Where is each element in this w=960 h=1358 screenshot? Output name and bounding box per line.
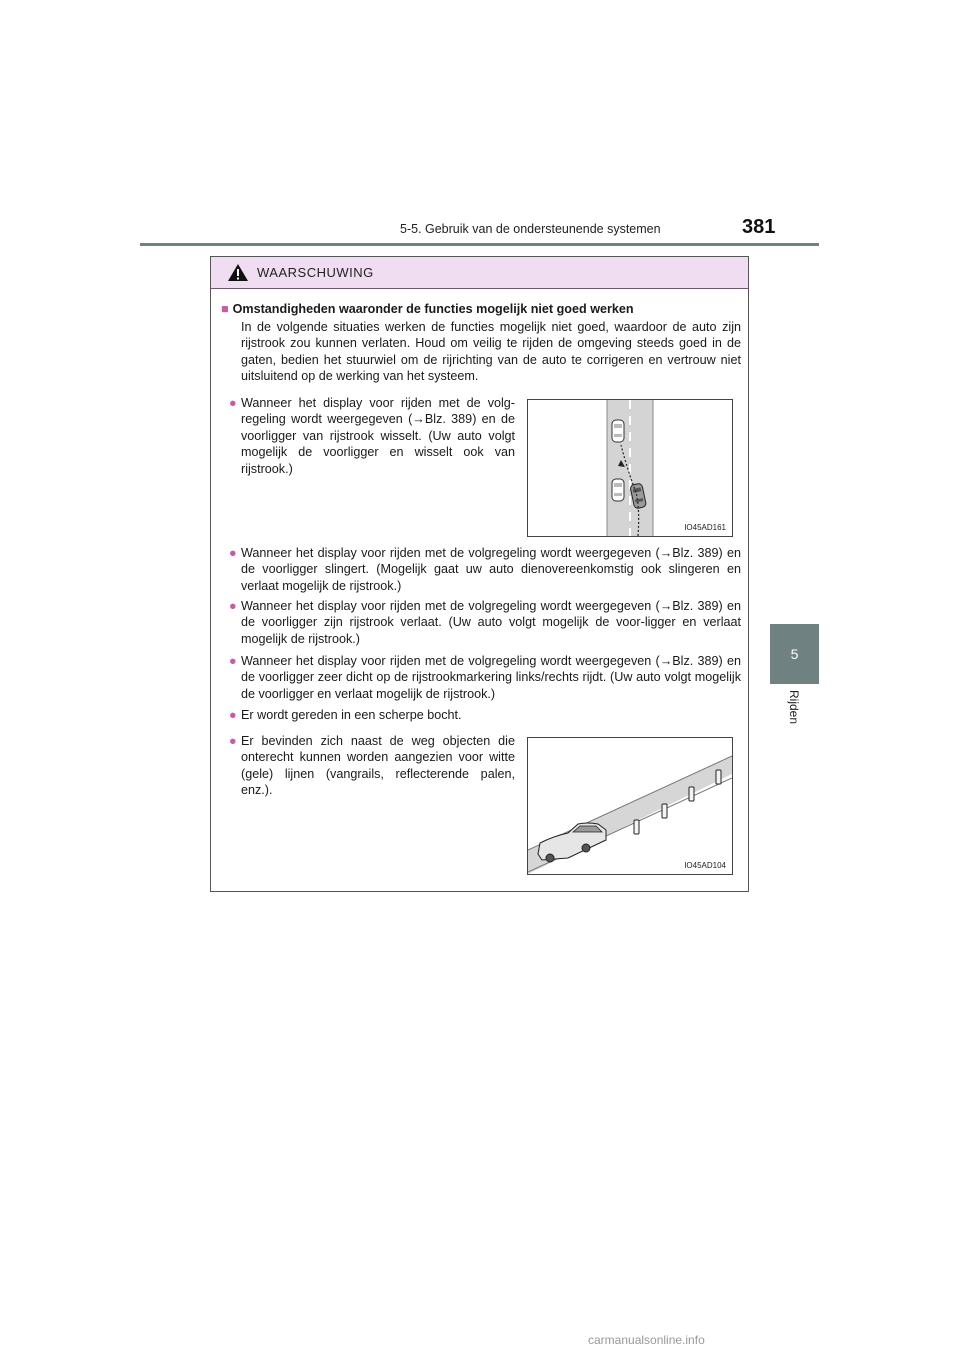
bullet-item	[229, 598, 741, 647]
car-top-icon	[612, 420, 624, 442]
bullet-text: Wanneer het display voor rijden met de volgregeling wordt weergegeven (→Blz. 389) en de voorligger zeer dicht op de rijstrookmarkering links/rechts rijdt. (Uw auto volgt mogelijk de voorligger en verlaat mogelijk de rijstrook.)	[241, 654, 741, 701]
bullet-item	[229, 733, 515, 799]
bullet-text: Er bevinden zich naast de weg objecten die onterecht kunnen worden aangezien voor witte (gele) lijnen (vangrails, reflecterende palen, enz.).	[241, 734, 515, 798]
warning-heading: WAARSCHUWING	[257, 265, 374, 280]
lane-change-illustration	[528, 400, 732, 536]
figure-code: IO45AD104	[684, 861, 726, 870]
bullet-item	[229, 395, 515, 477]
warning-title	[221, 301, 741, 317]
bullet-dot: ●	[229, 734, 237, 748]
bullet-text: Er wordt gereden in een scherpe bocht.	[241, 708, 462, 722]
bullet-dot: ●	[229, 546, 237, 560]
bullet-dot: ●	[229, 654, 237, 668]
figure-roadside-posts	[527, 737, 733, 875]
warning-title-text: Omstandigheden waaronder de functies mogelijk niet goed werken	[232, 302, 634, 316]
bullet-dot: ●	[229, 708, 237, 722]
page-number: 381	[742, 216, 776, 238]
bullet-item	[229, 653, 741, 702]
car-top-icon	[612, 479, 624, 501]
warning-box	[210, 256, 749, 892]
header-rule	[140, 243, 819, 246]
bullet-item	[229, 545, 741, 594]
chapter-label: Rijden	[787, 690, 801, 725]
bullet-dot: ●	[229, 599, 237, 613]
bullet-item	[229, 707, 741, 723]
warning-triangle-icon	[227, 263, 249, 282]
figure-code: IO45AD161	[684, 523, 726, 532]
chapter-tab[interactable]: 5	[770, 624, 819, 684]
bullet-text: Wanneer het display voor rijden met de volgregeling wordt weergegeven (→Blz. 389) en de voorligger slingert. (Mogelijk gaat uw auto dienovereenkomstig ook slingeren en verlaat mogelijk de rijstrook.)	[241, 546, 741, 593]
bullet-text: Wanneer het display voor rijden met de volgregeling wordt weergegeven (→Blz. 389) en de voorligger zijn rijstrook verlaat. (Uw auto volgt mogelijk de voor-ligger en verlaat mogelijk de rijstrook.)	[241, 599, 741, 646]
warning-header	[211, 257, 748, 289]
square-bullet: ■	[221, 302, 229, 316]
figure-lane-change	[527, 399, 733, 537]
warning-intro: In de volgende situaties werken de functies mogelijk niet goed, waardoor de auto zijn rijstrook zou kunnen verlaten. Houd om veilig te rijden de omgeving steeds goed in de gaten, bedien het stuurwiel om de rijrichting van de auto te corrigeren en vertrouw niet uitsluitend op de werking van het systeem.	[241, 320, 741, 384]
watermark: carmanualsonline.info	[588, 1333, 705, 1347]
bullet-text: Wanneer het display voor rijden met de volg-regeling wordt weergegeven (→Blz. 389) en de voorligger van rijstrook wisselt. (Uw auto volgt mogelijk de voorligger en wisselt ook van rijstrook.)	[241, 396, 515, 476]
header-section-title: 5-5. Gebruik van de ondersteunende systemen	[400, 222, 661, 236]
bullet-dot: ●	[229, 396, 237, 410]
roadside-posts-illustration	[528, 738, 732, 874]
